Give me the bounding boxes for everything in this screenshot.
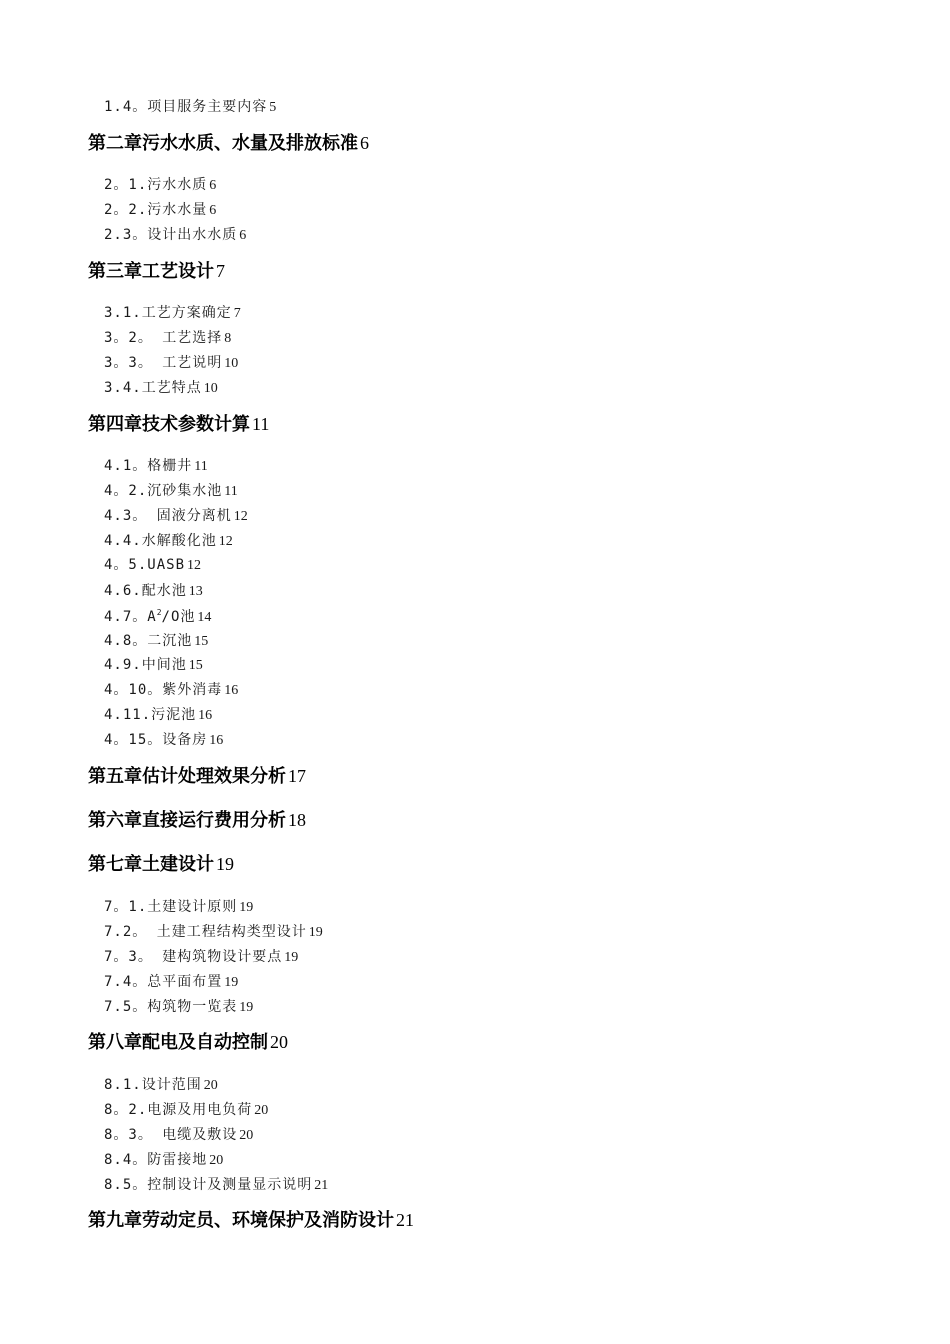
toc-section-title: 8。3。 电缆及敷设 xyxy=(104,1127,238,1143)
toc-section-7-1 xyxy=(104,900,253,915)
toc-section-title: 4.11.污泥池 xyxy=(104,707,197,723)
toc-page-number: 16 xyxy=(198,708,213,723)
toc-section-8-3 xyxy=(104,1128,253,1143)
toc-section-title: 7。1.土建设计原则 xyxy=(104,899,238,915)
toc-section-8-2 xyxy=(104,1103,268,1118)
toc-chapter-title: 第三章工艺设计 xyxy=(88,261,214,282)
toc-section-title: 8.1.设计范围 xyxy=(104,1077,202,1093)
toc-page-number: 6 xyxy=(360,133,369,153)
toc-chapter-2 xyxy=(88,134,369,153)
toc-page-number: 7 xyxy=(216,261,225,281)
toc-section-title: 3。3。 工艺说明 xyxy=(104,355,223,371)
toc-chapter-title: 第四章技术参数计算 xyxy=(88,414,250,435)
toc-section-8-4 xyxy=(104,1153,223,1168)
toc-page-number: 7 xyxy=(233,306,241,321)
toc-section-title: 4。2.沉砂集水池 xyxy=(104,483,223,499)
toc-section-title: 3.1.工艺方案确定 xyxy=(104,305,232,321)
toc-page-number: 18 xyxy=(288,810,306,830)
toc-section-title-part: /O池 xyxy=(161,609,196,625)
toc-page-number: 16 xyxy=(224,683,239,698)
toc-section-4-10 xyxy=(104,683,238,698)
toc-section-2-2 xyxy=(104,203,216,218)
toc-page-number: 21 xyxy=(314,1178,329,1193)
toc-section-8-5 xyxy=(104,1178,328,1193)
toc-page-number: 19 xyxy=(224,975,239,990)
toc-section-2-1 xyxy=(104,178,216,193)
toc-page-number: 19 xyxy=(216,854,234,874)
toc-section-3-4 xyxy=(104,381,218,396)
toc-section-4-11 xyxy=(104,708,212,723)
toc-page-number: 11 xyxy=(224,484,238,499)
toc-page-number: 19 xyxy=(308,925,323,940)
superscript: 2 xyxy=(156,608,162,617)
toc-section-3-2 xyxy=(104,331,231,346)
toc-section-4-9 xyxy=(104,658,203,673)
toc-chapter-9 xyxy=(88,1211,414,1230)
toc-section-1-4 xyxy=(104,100,276,115)
toc-section-title: 7.5。构筑物一览表 xyxy=(104,999,238,1015)
toc-page-number: 15 xyxy=(194,634,209,649)
toc-page-number: 20 xyxy=(239,1128,254,1143)
toc-page-number: 19 xyxy=(284,950,299,965)
toc-page-number: 5 xyxy=(269,100,277,115)
toc-section-3-1 xyxy=(104,306,241,321)
toc-page-number: 15 xyxy=(188,658,203,673)
toc-chapter-title: 第八章配电及自动控制 xyxy=(88,1032,268,1053)
toc-section-7-5 xyxy=(104,1000,253,1015)
toc-section-title: 4。10。紫外消毒 xyxy=(104,682,223,698)
toc-page-number: 12 xyxy=(233,509,248,524)
toc-chapter-8 xyxy=(88,1033,288,1052)
toc-chapter-title: 第六章直接运行费用分析 xyxy=(88,810,286,831)
toc-page-number: 6 xyxy=(209,178,217,193)
toc-section-7-3 xyxy=(104,950,298,965)
toc-page-number: 19 xyxy=(239,900,254,915)
toc-section-title: 2。1.污水水质 xyxy=(104,177,208,193)
toc-page-number: 14 xyxy=(197,610,212,625)
toc-section-title: 1.4。项目服务主要内容 xyxy=(104,99,268,115)
toc-section-title: 3。2。 工艺选择 xyxy=(104,330,223,346)
toc-section-4-2 xyxy=(104,484,238,499)
toc-page-number: 20 xyxy=(203,1078,218,1093)
toc-chapter-6 xyxy=(88,811,306,830)
toc-page-number: 11 xyxy=(194,459,208,474)
toc-chapter-title: 第九章劳动定员、环境保护及消防设计 xyxy=(88,1210,394,1231)
toc-section-title: 7.4。总平面布置 xyxy=(104,974,223,990)
toc-section-2-3 xyxy=(104,228,246,243)
toc-section-4-6 xyxy=(104,584,203,599)
toc-section-title: 8。2.电源及用电负荷 xyxy=(104,1102,253,1118)
toc-page-number: 21 xyxy=(396,1210,414,1230)
toc-section-4-1 xyxy=(104,459,208,474)
toc-section-4-5 xyxy=(104,558,201,573)
toc-section-title: 4。15。设备房 xyxy=(104,732,208,748)
toc-page-number: 20 xyxy=(254,1103,269,1118)
toc-page-number: 20 xyxy=(270,1032,288,1052)
toc-section-title-part: 4.7。A xyxy=(104,609,157,625)
toc-section-title: 4.8。二沉池 xyxy=(104,633,193,649)
toc-section-title: 4.6.配水池 xyxy=(104,583,187,599)
toc-section-4-3 xyxy=(104,509,248,524)
toc-section-title: 8.4。防雷接地 xyxy=(104,1152,208,1168)
toc-page-number: 6 xyxy=(239,228,247,243)
toc-section-title: 4.3。 固液分离机 xyxy=(104,508,232,524)
toc-section-4-4 xyxy=(104,534,233,549)
toc-page-number: 13 xyxy=(188,584,203,599)
toc-page-number: 10 xyxy=(203,381,218,396)
toc-section-4-8 xyxy=(104,634,208,649)
toc-chapter-title: 第七章土建设计 xyxy=(88,854,214,875)
toc-section-title: 4.4.水解酸化池 xyxy=(104,533,217,549)
toc-section-title: 4.9.中间池 xyxy=(104,657,187,673)
toc-page-number: 6 xyxy=(209,203,217,218)
toc-section-4-7 xyxy=(104,609,211,625)
toc-page-number: 17 xyxy=(288,766,306,786)
toc-chapter-7 xyxy=(88,855,234,874)
toc-page-number: 16 xyxy=(209,733,224,748)
toc-section-3-3 xyxy=(104,356,238,371)
toc-chapter-3 xyxy=(88,262,225,281)
toc-page-number: 19 xyxy=(239,1000,254,1015)
toc-section-title: 7。3。 建构筑物设计要点 xyxy=(104,949,283,965)
toc-section-title: 2.3。设计出水水质 xyxy=(104,227,238,243)
toc-section-7-2 xyxy=(104,925,323,940)
toc-section-title: 4.1。格栅井 xyxy=(104,458,193,474)
toc-section-title: 7.2。 土建工程结构类型设计 xyxy=(104,924,307,940)
toc-page-number: 8 xyxy=(224,331,232,346)
toc-section-7-4 xyxy=(104,975,238,990)
toc-page-number: 10 xyxy=(224,356,239,371)
toc-section-title: 3.4.工艺特点 xyxy=(104,380,202,396)
toc-chapter-5 xyxy=(88,767,306,786)
toc-chapter-title: 第二章污水水质、水量及排放标准 xyxy=(88,133,358,154)
toc-section-title: 2。2.污水水量 xyxy=(104,202,208,218)
toc-section-4-15 xyxy=(104,733,223,748)
toc-section-title: 8.5。控制设计及测量显示说明 xyxy=(104,1177,313,1193)
toc-chapter-4 xyxy=(88,415,269,434)
toc-page-number: 11 xyxy=(252,414,270,434)
toc-section-title: 4。5.UASB xyxy=(104,557,186,573)
toc-page-number: 20 xyxy=(209,1153,224,1168)
toc-section-8-1 xyxy=(104,1078,218,1093)
toc-chapter-title: 第五章估计处理效果分析 xyxy=(88,766,286,787)
toc-page-number: 12 xyxy=(187,558,202,573)
toc-page-number: 12 xyxy=(218,534,233,549)
